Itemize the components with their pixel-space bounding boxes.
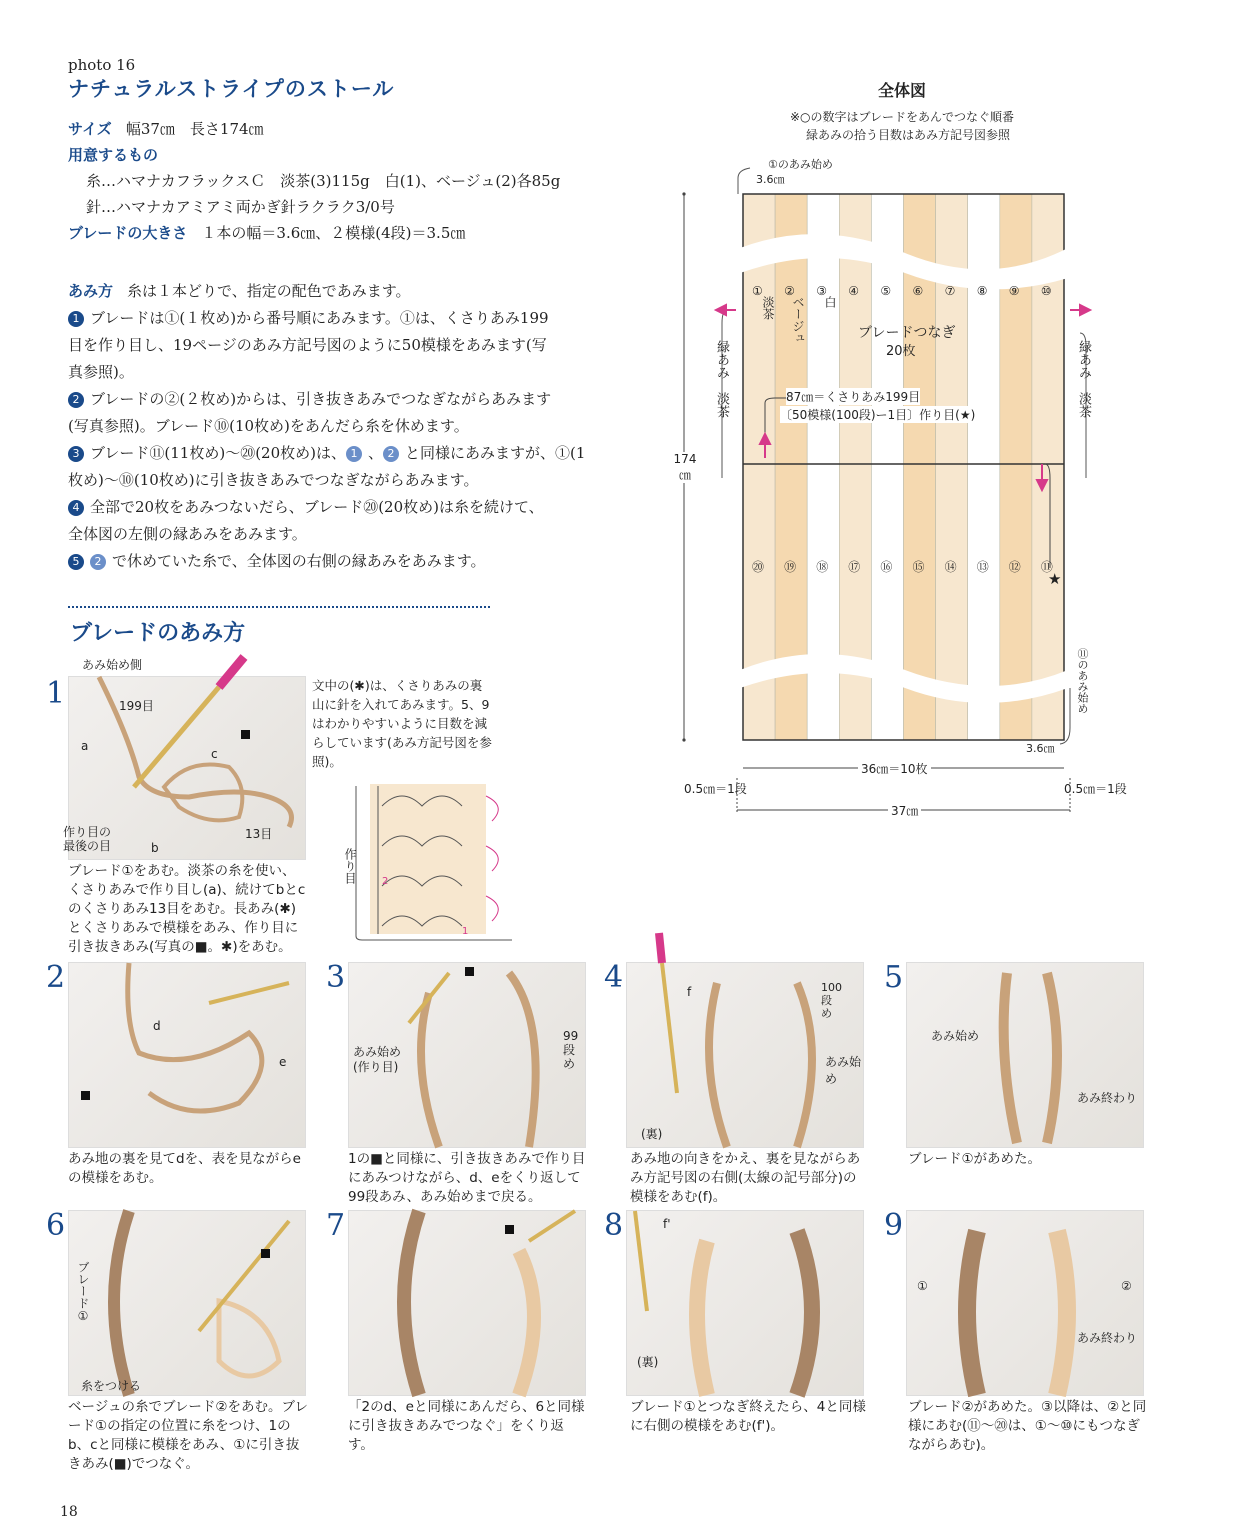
step-marker-3: 3 — [68, 446, 84, 462]
label-d: d — [153, 1019, 161, 1033]
needle-text: 針…ハマナカアミアミ両かぎ針ラクラク3/0号 — [86, 198, 395, 216]
step-8-number: 8 — [604, 1208, 624, 1243]
step-2-yarn — [69, 963, 305, 1147]
label-c: c — [211, 747, 218, 761]
label-f2: f' — [663, 1217, 671, 1231]
braid-number: ① — [752, 284, 763, 298]
width-bottom-label: 3.6㎝ — [1026, 742, 1055, 755]
braid-number: ⑬ — [976, 560, 989, 574]
chain-label-2: 〔50模様(100段)ー1目〕作り目(★) — [780, 408, 976, 422]
diagram-note-2: 緑あみの拾う目数はあみ方記号図参照 — [806, 128, 1011, 142]
start-11-label: ⑪のあみ始め — [1076, 648, 1089, 714]
label-end-5: あみ終わり — [1077, 1091, 1138, 1105]
width-dim-label: 36㎝＝10枚 — [858, 760, 931, 777]
total-width-label: 37㎝ — [888, 802, 921, 819]
braid-number: ② — [784, 284, 795, 298]
label-circle-1: ① — [917, 1279, 928, 1293]
method-step-2-line2: (写真参照)。ブレード⑩(10枚め)をあんだら糸を休めます。 — [68, 417, 469, 435]
label-last-chain: 作り目の 最後の目 — [63, 825, 112, 853]
label-e: e — [279, 1055, 287, 1069]
method-step-2: ブレードの②(２枚め)からは、引き抜きあみでつなぎながらあみます — [90, 390, 552, 408]
braid-number: ⑮ — [912, 560, 925, 574]
ref-2: 2 — [383, 446, 399, 462]
step-3-caption: 1の■と同様に、引き抜きあみで作り目にあみつけながら、d、eをくり返して99段あみ、あみ始めまで戻る。 — [348, 1151, 586, 1205]
svg-text:★: ★ — [1048, 570, 1062, 588]
stitch-chart-svg — [342, 776, 518, 944]
step-7-caption: 「2のd、eと同様にあんだら、6と同様に引き抜きあみでつなぐ」をくり返す。 — [348, 1399, 585, 1453]
braid-number: ⑲ — [784, 560, 797, 574]
method-step-1: ブレードは①(１枚め)から番号順にあみます。①は、くさりあみ199 — [90, 309, 549, 327]
spec-block — [68, 116, 560, 246]
method-step-3b: と同様にあみますが、①(1 — [405, 444, 586, 462]
braid-size-value: １本の幅＝3.6㎝、２模様(4段)＝3.5㎝ — [201, 224, 466, 242]
label-circle-2: ② — [1121, 1279, 1132, 1293]
method-intro: 糸は１本どりで、指定の配色であみます。 — [127, 282, 411, 300]
braid-number: ⑩ — [1040, 284, 1052, 298]
step-6-yarn — [69, 1211, 305, 1395]
diagram-note-1: ※○の数字はブレードをあんでつなぐ順番 — [790, 110, 1015, 124]
step-9-photo — [906, 1210, 1144, 1396]
color-label-2: ベージュ — [791, 296, 805, 344]
braid-number: ⑦ — [944, 284, 956, 298]
svg-text:2: 2 — [382, 876, 389, 887]
step-6-caption: ベージュの糸でブレード②をあむ。ブレード①の指定の位置に糸をつけ、1のb、cと同様に模様をあみ、①に引き抜きあみ(■)でつなぐ。 — [68, 1399, 308, 1472]
label-attach: 糸をつける — [81, 1379, 142, 1393]
label-b: b — [151, 841, 159, 855]
label-99: 99 段 め — [563, 1029, 579, 1071]
label-100: 100 段 め — [821, 981, 842, 1020]
start-side-label: あみ始め側 — [82, 658, 143, 672]
braid-number: ⑭ — [944, 560, 957, 574]
braid-stripe — [871, 194, 903, 740]
svg-text:1: 1 — [462, 926, 469, 937]
step-9-caption: ブレード②があめた。③以降は、②と同様にあむ(⑪〜⑳は、①〜⑩にもつなぎながらあむ)。 — [908, 1399, 1147, 1453]
method-step-3-line2: 枚め)〜⑩(10枚め)に引き抜きあみでつなぎながらあみます。 — [68, 471, 479, 489]
step-1-number: 1 — [46, 676, 66, 711]
method-step-4: 全部で20枚をあみつないだら、ブレード⑳(20枚め)は糸を続けて、 — [90, 498, 544, 516]
start-1-label: ①のあみ始め — [768, 158, 833, 171]
label-ura: (裏) — [641, 1127, 663, 1141]
step-7-photo — [348, 1210, 586, 1396]
diagram-title: 全体図 — [878, 81, 927, 100]
braid-number: ⑯ — [880, 560, 893, 574]
braid-number: ⑪ — [1040, 560, 1053, 574]
braid-number: ③ — [816, 284, 827, 298]
label-199: 199目 — [119, 699, 154, 713]
center-label: ブレードつなぎ — [858, 325, 956, 341]
label-braid-1: ブレード① — [76, 1261, 90, 1323]
braid-number: ④ — [848, 284, 860, 298]
page-number: 18 — [60, 1504, 78, 1520]
diagram-svg — [640, 78, 1200, 828]
method-label: あみ方 — [68, 282, 114, 300]
overall-diagram — [640, 78, 1200, 828]
braid-number: ⑰ — [848, 560, 861, 574]
step-marker-4: 4 — [68, 500, 84, 516]
step-4-photo — [626, 962, 864, 1148]
materials-label: 用意するもの — [68, 146, 159, 164]
ref-1: 1 — [346, 446, 362, 462]
method-step-3: ブレード⑪(11枚め)〜⑳(20枚め)は、 — [90, 444, 346, 462]
step-6-photo — [68, 1210, 306, 1396]
step-4-number: 4 — [604, 960, 624, 995]
yarn-text: 糸…ハマナカフラックスＣ 淡茶(3)115g 白(1)、ベージュ(2)各85g — [86, 172, 561, 190]
method-step-1-line2: 目を作り目し、19ページのあみ方記号図のように50模様をあみます(写 — [68, 336, 547, 354]
step-marker-1: 1 — [68, 311, 84, 327]
label-tsukurime: 作り目 — [343, 848, 357, 884]
method-step-4-line2: 全体図の左側の縁あみをあみます。 — [68, 525, 307, 543]
label-start-made: あみ始め (作り目) — [353, 1045, 402, 1074]
step-marker-2: 2 — [68, 392, 84, 408]
step-2-photo — [68, 962, 306, 1148]
braid-number: ⑨ — [1008, 284, 1020, 298]
count-label: 20枚 — [886, 344, 916, 359]
braid-stripe — [743, 194, 775, 740]
side-left-label: 0.5㎝＝1段 — [684, 782, 747, 796]
stitch-chart — [342, 776, 518, 944]
step-5-number: 5 — [884, 960, 904, 995]
step-2-number: 2 — [46, 960, 66, 995]
section-divider — [68, 606, 490, 608]
side-right-label: 0.5㎝＝1段 — [1064, 782, 1127, 796]
braid-number: ⑱ — [816, 560, 829, 574]
label-end-9: あみ終わり — [1077, 1331, 1138, 1345]
step-3-number: 3 — [326, 960, 346, 995]
edge-right-label: 緑あみ 淡茶 — [1076, 340, 1091, 418]
edge-left-label: 緑あみ 淡茶 — [714, 340, 729, 418]
size-value: 幅37㎝ 長さ174㎝ — [125, 120, 264, 138]
step-3-photo — [348, 962, 586, 1148]
braid-number: ⑤ — [880, 284, 892, 298]
braid-number: ⑥ — [912, 284, 924, 298]
step-4-caption: あみ地の向きをかえ、裏を見ながらあみ方記号図の右側(太線の記号部分)の模様をあむ(f)。 — [630, 1151, 861, 1205]
step-5-photo — [906, 962, 1144, 1148]
step-8-photo — [626, 1210, 864, 1396]
method-step-1-line3: 真参照)。 — [68, 363, 134, 381]
step-9-number: 9 — [884, 1208, 904, 1243]
label-start-4: あみ始め — [825, 1055, 862, 1086]
color-label-1: 淡茶 — [761, 296, 775, 320]
method-block: あみ方 糸は１本どりで、指定の配色であみます。 1 ブレードは①(１枚め)から番号順にあみます。①は、くさりあみ199 目を作り目し、19ページのあみ方記号図のように50模様をあみます(写 真参照)。 2 ブレードの②(２枚め)からは、引き抜きあみでつなぎながらあみます (写真参照)。ブレード⑩(10枚め)をあんだら糸を休めます。 3 ブレード⑪(11枚め)〜⑳(20枚め)は、 1 、 2 と同様にあみますが、①(1 枚め)〜⑩(10枚め)に引き抜きあみでつなぎながらあみます。 4 全部で20枚をあみつないだら、ブレード⑳(20枚め)は糸を続けて、 全体図の左側の縁あみをあみます。 5 2 で休めていた糸で、全体図の右側の縁あみをあみます。 — [68, 278, 608, 575]
label-f: f — [687, 985, 692, 999]
step-8-caption: ブレード①とつなぎ終えたら、4と同様に右側の模様をあむ(f')。 — [630, 1399, 866, 1434]
label-ura-8: (裏) — [637, 1355, 659, 1369]
asterisk-note: 文中の(✱)は、くさりあみの裏山に針を入れてあみます。5、9はわかりやすいように目数を減らしています(あみ方記号図を参照)。 — [312, 678, 492, 769]
step-6-number: 6 — [46, 1208, 66, 1243]
page-title: ナチュラルストライプのストール — [68, 77, 395, 101]
section-title: ブレードのあみ方 — [70, 621, 246, 646]
method-step-5: で休めていた糸で、全体図の右側の縁あみをあみます。 — [112, 552, 486, 570]
step-7-yarn — [349, 1211, 585, 1395]
label-a: a — [81, 739, 89, 753]
color-label-3: 白 — [823, 296, 837, 308]
step-5-caption: ブレード①があめた。 — [908, 1151, 1042, 1167]
chain-label: 87㎝＝くさりあみ199目 — [786, 390, 921, 404]
braid-number: ⑳ — [752, 560, 765, 574]
size-label: サイズ — [68, 120, 112, 138]
step-2-caption: あみ地の裏を見てdを、表を見ながらeの模様をあむ。 — [68, 1151, 301, 1186]
label-13: 13目 — [245, 827, 273, 841]
step-1-caption: ブレード①をあむ。淡茶の糸を使い、くさりあみで作り目し(a)、続けてbとcのくさりあみ13目をあむ。長あみ(✱)とくさりあみで模様をあみ、作り目に引き抜きあみ(写真の■。✱)をあむ。 — [68, 863, 306, 955]
step-marker-5: 5 — [68, 554, 84, 570]
step-1-photo — [63, 676, 306, 860]
step-9-yarn — [907, 1211, 1143, 1395]
step-7-number: 7 — [326, 1208, 346, 1243]
label-start-5: あみ始め — [931, 1029, 980, 1043]
braid-size-label: ブレードの大きさ — [68, 224, 188, 242]
braid-number: ⑧ — [976, 284, 988, 298]
step-5-yarn — [907, 963, 1143, 1147]
width-top-label: 3.6㎝ — [756, 173, 785, 186]
ref-2b: 2 — [90, 554, 106, 570]
photo-label: photo 16 — [68, 56, 136, 74]
height-label: 174㎝ — [673, 452, 697, 482]
braid-number: ⑫ — [1008, 560, 1021, 574]
step-8-yarn — [627, 1211, 863, 1395]
